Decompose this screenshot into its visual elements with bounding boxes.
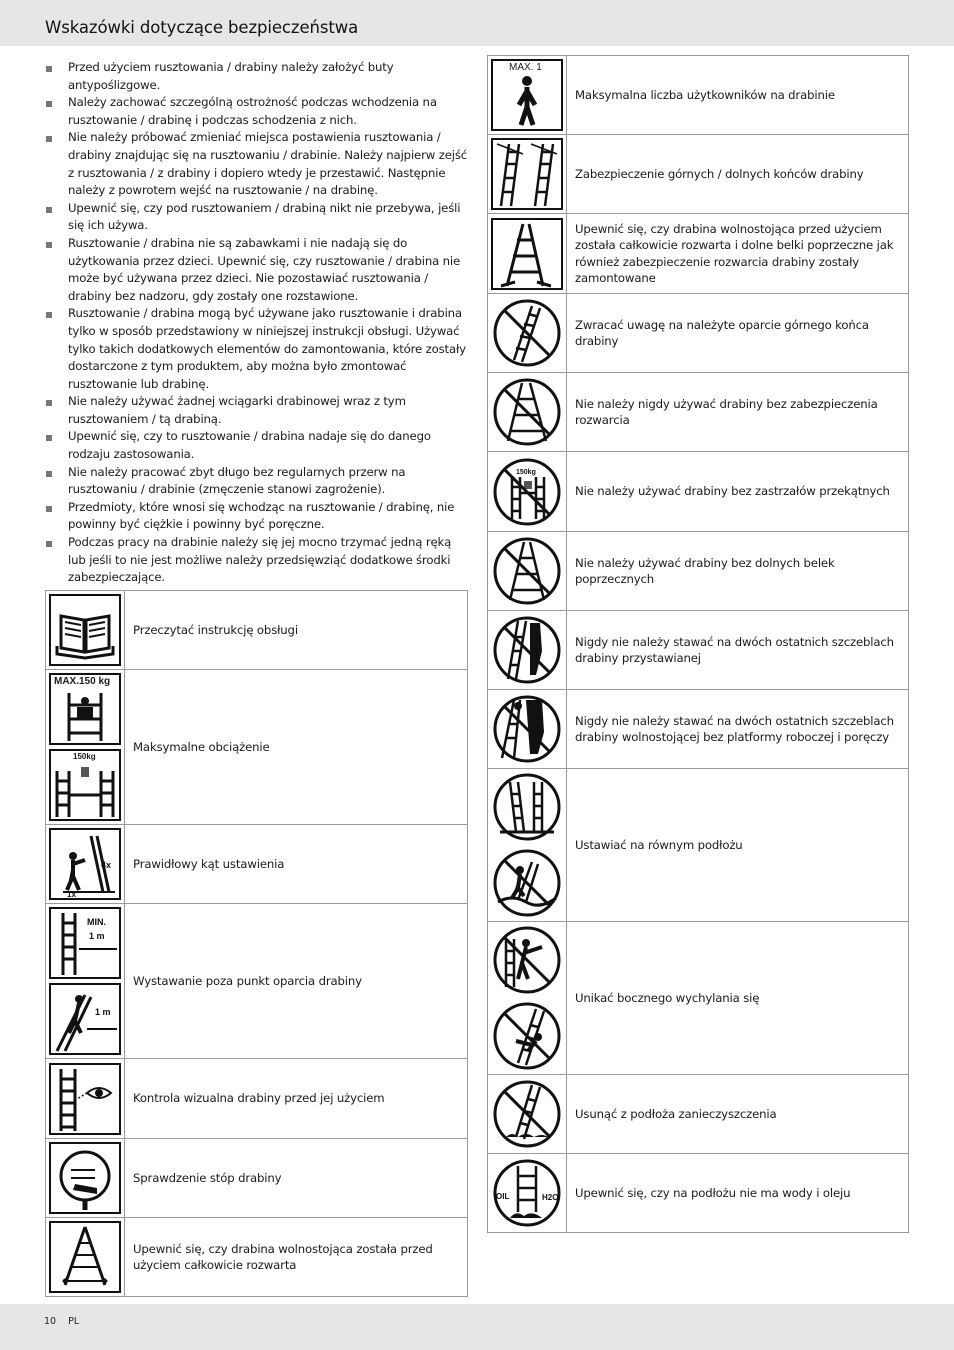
no-debris-icon [492, 1079, 562, 1149]
row-description: Zwracać uwagę na należyte oparcie górnego końca drabiny [567, 294, 909, 373]
no-spreader-icon [492, 377, 562, 447]
row-description: Nie należy używać drabiny bez dolnych belek poprzecznych [567, 532, 909, 611]
table-row [488, 1154, 909, 1233]
ladder-min-1m-icon [49, 907, 121, 979]
row-description: Nie należy nigdy używać drabiny bez zabezpieczenia rozwarcia [567, 373, 909, 452]
svg-text:4x: 4x [101, 860, 112, 870]
footer-band [0, 1304, 954, 1350]
left-pictogram-table [45, 590, 468, 1297]
stepladder-crossbars-icon [491, 218, 563, 290]
ladder-feet-magnifier-icon [49, 1142, 121, 1214]
row-description: Upewnić się, czy drabina wolnostojąca została przed użyciem całkowicie rozwarta [125, 1218, 468, 1297]
no-uneven-ground-icon [492, 848, 562, 918]
row-description: Upewnić się, czy na podłożu nie ma wody i oleju [567, 1154, 909, 1233]
table-row [488, 1075, 909, 1154]
table-row [46, 670, 468, 825]
table-row [46, 1139, 468, 1218]
row-description: Nigdy nie należy stawać na dwóch ostatnich szczeblach drabiny wolnostojącej bez platformy roboczej i poręczy [567, 690, 909, 769]
table-row [488, 922, 909, 1075]
row-description: Nie należy używać drabiny bez zastrzałów przekątnych [567, 452, 909, 532]
scaffold-150kg-icon: 150kg [49, 749, 121, 821]
page-title: Wskazówki dotyczące bezpieczeństwa [45, 18, 359, 37]
page-footer [44, 1316, 91, 1327]
list-item: Nie należy używać żadnej wciągarki drabinowej wraz z tym rusztowaniem / tą drabiną. [45, 393, 471, 428]
table-row [46, 591, 468, 670]
no-diagonal-braces-icon [492, 457, 562, 527]
svg-text:MIN.: MIN. [87, 917, 106, 927]
max-one-person-icon: MAX. 1 [491, 59, 563, 131]
row-description: Ustawiać na równym podłożu [567, 769, 909, 922]
row-description: Zabezpieczenie górnych / dolnych końców drabiny [567, 135, 909, 214]
bullet-square-icon [46, 506, 52, 512]
table-row [488, 373, 909, 452]
svg-text:OIL: OIL [496, 1192, 510, 1201]
bullet-square-icon [46, 207, 52, 213]
eye-inspection-icon [49, 1063, 121, 1135]
row-description: Sprawdzenie stóp drabiny [125, 1139, 468, 1218]
stepladder-open-icon [49, 1221, 121, 1293]
no-leaning-ladder-icon [492, 298, 562, 368]
row-description: Usunąć z podłoża zanieczyszczenia [567, 1075, 909, 1154]
table-row [488, 452, 909, 532]
svg-text:1x: 1x [67, 890, 76, 898]
table-row [488, 56, 909, 135]
svg-text:H2O: H2O [542, 1193, 559, 1202]
bullet-square-icon [46, 242, 52, 248]
no-leaning-sideways-icon [492, 925, 562, 995]
bullet-square-icon [46, 66, 52, 72]
table-row [488, 532, 909, 611]
no-top-rungs-standing-icon [492, 694, 562, 764]
list-item: Należy zachować szczególną ostrożność podczas wchodzenia na rusztowanie / drabinę i podczas schodzenia z nich. [45, 94, 471, 129]
row-description: Maksymalna liczba użytkowników na drabinie [567, 56, 909, 135]
bullet-square-icon [46, 312, 52, 318]
list-item: Podczas pracy na drabinie należy się jej mocno trzymać jedną ręką lub jeśli to nie jest możliwe należy przedsięwziąć dodatkowe środki zabezpieczające. [45, 534, 471, 587]
list-item: Upewnić się, czy to rusztowanie / drabina nadaje się do danego rodzaju zastosowania. [45, 428, 471, 463]
bullet-square-icon [46, 541, 52, 547]
language-code: PL [68, 1316, 80, 1327]
right-pictogram-table [487, 55, 909, 1233]
row-description: Przeczytać instrukcję obsługi [125, 591, 468, 670]
no-oil-water-icon [492, 1158, 562, 1228]
row-description: Unikać bocznego wychylania się [567, 922, 909, 1075]
page-number: 10 [44, 1316, 57, 1327]
no-bottom-crossbar-icon [492, 536, 562, 606]
table-row [488, 769, 909, 922]
bullet-square-icon [46, 471, 52, 477]
svg-text:1 m: 1 m [95, 1007, 111, 1017]
table-row [488, 690, 909, 769]
row-description: Kontrola wizualna drabiny przed jej użyciem [125, 1059, 468, 1139]
bullet-square-icon [46, 101, 52, 107]
svg-text:150kg: 150kg [516, 468, 536, 476]
table-row [46, 1059, 468, 1139]
bullet-square-icon [46, 435, 52, 441]
table-row [488, 611, 909, 690]
no-top-rungs-leaning-icon [492, 615, 562, 685]
ladder-angle-icon [49, 828, 121, 900]
row-description: Prawidłowy kąt ustawienia [125, 825, 468, 904]
ladder-ends-secured-icon [491, 138, 563, 210]
table-row [46, 1218, 468, 1297]
list-item: Nie należy próbować zmieniać miejsca postawienia rusztowania / drabiny znajdując się na rusztowaniu / drabinie. Należy najpierw zejść z rusztowania / z drabiny i dopiero wtedy je przestawić. Następnie należy z powrotem wejść na rusztowanie / na drabinę. [45, 129, 471, 199]
row-description: Upewnić się, czy drabina wolnostojąca przed użyciem została całkowicie rozwarta i dolne belki poprzeczne jak również zabezpieczenie rozwarcia drabiny zostały zamontowane [567, 214, 909, 294]
row-description: Wystawanie poza punkt oparcia drabiny [125, 904, 468, 1059]
bullet-square-icon [46, 400, 52, 406]
list-item: Przed użyciem rusztowania / drabiny należy założyć buty antypoślizgowe. [45, 59, 471, 94]
list-item: Rusztowanie / drabina nie są zabawkami i nie nadają się do użytkowania przez dzieci. Upewnić się, czy rusztowanie / drabina nie może być używana przez dzieci. Nie pozostawiać rusztowania / drabiny bez nadzoru, gdy zostały one rozstawione. [45, 235, 471, 305]
no-overreach-icon [492, 1001, 562, 1071]
row-description: Nigdy nie należy stawać na dwóch ostatnich szczeblach drabiny przystawianej [567, 611, 909, 690]
list-item: Upewnić się, czy pod rusztowaniem / drabiną nikt nie przebywa, jeśli się ich używa. [45, 200, 471, 235]
table-row [46, 825, 468, 904]
safety-bullet-list [45, 59, 471, 587]
ladder-extension-1m-icon [49, 983, 121, 1055]
level-ground-icon [492, 772, 562, 842]
table-row [46, 904, 468, 1059]
table-row [488, 135, 909, 214]
max-load-150kg-icon: MAX.150 kg [49, 673, 121, 745]
book-icon [49, 594, 121, 666]
table-row [488, 294, 909, 373]
list-item: Rusztowanie / drabina mogą być używane jako rusztowanie i drabina tylko w sposób przedstawiony w niniejszej instrukcji obsługi. Używać tylko takich dodatkowych elementów do zamontowania, które zostały dostarczone z tym produktem, aby można było zmontować rusztowanie lub drabinę. [45, 305, 471, 393]
row-description: Maksymalne obciążenie [125, 670, 468, 825]
list-item: Przedmioty, które wnosi się wchodząc na rusztowanie / drabinę, nie powinny być ciężkie i powinny być poręczne. [45, 499, 471, 534]
bullet-square-icon [46, 136, 52, 142]
svg-text:1 m: 1 m [89, 931, 105, 941]
table-row [488, 214, 909, 294]
list-item: Nie należy pracować zbyt długo bez regularnych przerw na rusztowaniu / drabinie (zmęczenie stanowi zagrożenie). [45, 464, 471, 499]
